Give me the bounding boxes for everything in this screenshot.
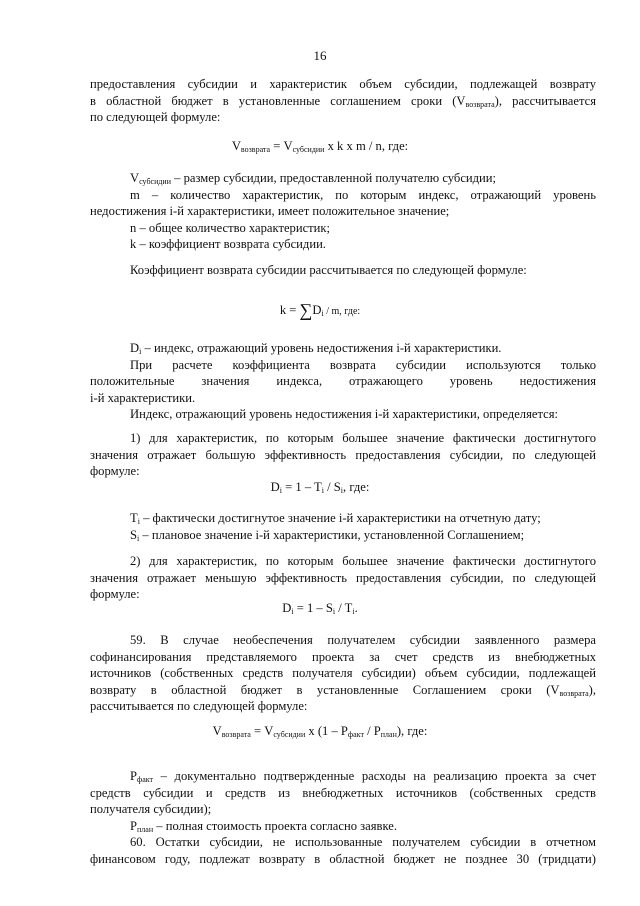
def-s: $S_i$ – плановое значение i-й характеристики, установленной Соглашением; (130, 527, 525, 543)
text-line: по следующей формуле: (90, 110, 221, 125)
text-line: финансовом году, подлежат возврату в областной бюджет не позднее 30 (тридцати) (90, 851, 596, 866)
definitions-formula-3 (90, 510, 596, 543)
def-k: k – коэффициент возврата субсидии. (130, 237, 326, 252)
text-line: источников (собственных средств получателя субсидии) объем субсидии, подлежащей (90, 666, 596, 681)
text-line: 1) для характеристик, по которым большее значение фактически достигнутого (130, 431, 596, 445)
def-p-fact: $P_{факт}$ – документально подтвержденные расходы на реализацию проекта за счет (130, 769, 596, 784)
formula-v-return: $V_{возврата} = V_{субсидии}$ x k x m / n, где: (231, 139, 409, 154)
formula-di-1: $D_i = 1 - T_i / S_i$, где: (270, 480, 370, 495)
text-line: получателя субсидии); (90, 802, 212, 817)
case-1-paragraph (90, 430, 596, 480)
def-p-plan: $P_{план}$ – полная стоимость проекта согласно заявке. (130, 818, 398, 834)
index-paragraph: Индекс, отражающий уровень недостижения i-й характеристики, определяется: (130, 407, 558, 422)
di-block (90, 340, 596, 423)
paragraph-60 (90, 834, 596, 867)
intro-paragraph (90, 76, 596, 126)
text-line: положительные значения индекса, отражающего уровень недостижения (90, 374, 596, 389)
text-line: возврату в областной бюджет в установленные Соглашением сроки $(V_{возврата})$, (90, 682, 596, 698)
coef-paragraph: Коэффициент возврата субсидии рассчитывается по следующей формуле: (130, 263, 527, 277)
text-line: значения отражает большую эффективность предоставления субсидии, по следующей (90, 447, 596, 462)
text-line: в областной бюджет в установленные соглашением сроки $(V_{возврата})$, рассчитывается (90, 93, 597, 109)
case-2-paragraph (90, 553, 596, 603)
formula-k: $k = \sum D_i / m$, где: (279, 300, 361, 320)
text-line: формуле: (90, 587, 140, 602)
paragraph-59 (90, 632, 596, 715)
def-t: $T_i$ – фактически достигнутое значение i-й характеристики на отчетную дату; (130, 511, 541, 526)
text-line: средств субсидии и средств из внебюджетных источников (собственных средств (90, 785, 596, 800)
text-line: софинансирования представляемого проекта за счет средств из внебюджетных (90, 649, 596, 664)
text-line: 59. В случае необеспечения получателем субсидии заявленного размера (130, 633, 596, 647)
formula-v-return-2: $V_{возврата} = V_{субсидии}$ x $(1 - P_{факт} / P_{план})$, где: (212, 724, 428, 739)
text-line: i-й характеристики. (90, 390, 196, 405)
text-line: формуле: (90, 464, 140, 479)
def-m: m – количество характеристик, по которым индекс, отражающий уровень (130, 187, 596, 202)
text-line: 60. Остатки субсидии, не использованные получателем субсидии в отчетном (130, 835, 596, 849)
def-n: n – общее количество характеристик; (130, 220, 331, 235)
text-line: значения отражает меньшую эффективность предоставления субсидии, по следующей (90, 570, 596, 585)
def-m-cont: недостижения i-й характеристики, имеет положительное значение; (90, 204, 450, 219)
formula-di-2: $D_i = 1 - S_i / T_i$. (282, 601, 358, 616)
text-line: предоставления субсидии и характеристик объем субсидии, подлежащей возврату (90, 77, 596, 91)
definitions-formula-1 (90, 170, 596, 253)
def-di: $D_i$ – индекс, отражающий уровень недостижения i-й характеристики. (130, 341, 502, 356)
text-line: рассчитывается по следующей формуле: (90, 699, 308, 714)
def-v-subsidy: $V_{субсидии}$ – размер субсидии, предоставленной получателю субсидии; (130, 171, 497, 186)
text-line: При расчете коэффициента возврата субсидии используются только (130, 357, 596, 372)
definitions-formula-5 (90, 768, 596, 834)
text-line: 2) для характеристик, по которым большее значение фактически достигнутого (130, 554, 596, 568)
page-number: 16 (313, 48, 327, 63)
